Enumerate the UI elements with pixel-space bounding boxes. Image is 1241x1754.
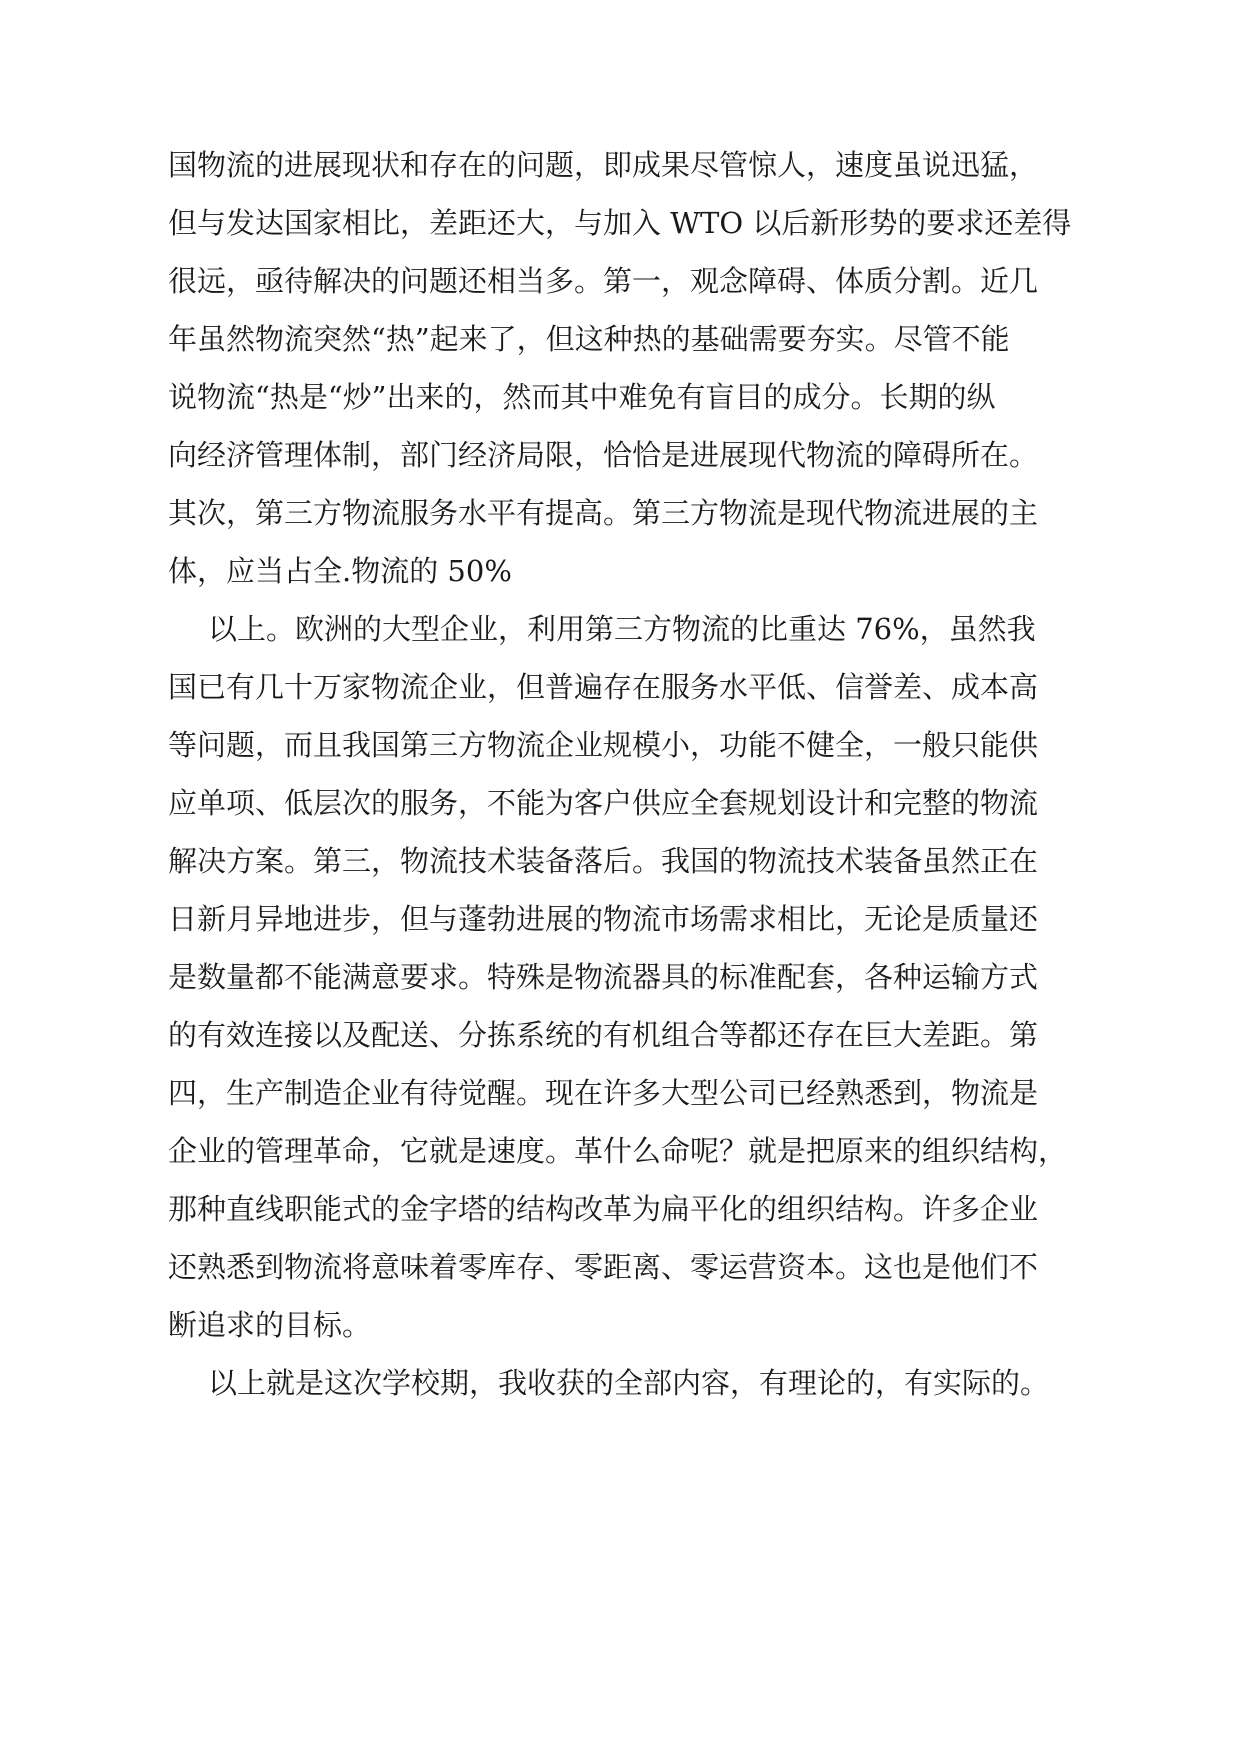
text: 以上。欧洲的大型企业，利用第三方物流的比重达 76%，虽然我 [208,612,1036,646]
text: 还熟悉到物流将意味着零库存、零距离、零运营资本。这也是他们不 [168,1250,1039,1284]
text: 国已有几十万家物流企业，但普遍存在服务水平低、信誉差、成本高 [168,670,1039,704]
text: 应单项、低层次的服务，不能为客户供应全套规划设计和完整的物流 [168,786,1039,820]
text: 断追求的目标。 [168,1308,372,1342]
text: 以上就是这次学校期，我收获的全部内容，有理论的，有实际的。 [208,1366,1050,1400]
text: 其次，第三方物流服务水平有提高。第三方物流是现代物流进展的主 [168,496,1039,530]
text: 的有效连接以及配送、分拣系统的有机组合等都还存在巨大差距。第 [168,1018,1039,1052]
text: 国物流的进展现状和存在的问题，即成果尽管惊人，速度虽说迅猛， [168,148,1039,182]
text: 企业的管理革命，它就是速度。革什么命呢？就是把原来的组织结构， [168,1134,1068,1168]
text: 日新月异地进步，但与蓬勃进展的物流市场需求相比，无论是质量还 [168,902,1039,936]
text: 那种直线职能式的金字塔的结构改革为扁平化的组织结构。许多企业 [168,1192,1039,1226]
text: 等问题，而且我国第三方物流企业规模小，功能不健全，一般只能供 [168,728,1039,762]
text: 是数量都不能满意要求。特殊是物流器具的标准配套，各种运输方式 [168,960,1039,994]
text: 很远，亟待解决的问题还相当多。第一，观念障碍、体质分割。近几 [168,264,1039,298]
text: 体，应当占全.物流的 50% [168,554,512,588]
text: 说物流“热是“炒”出来的，然而其中难免有盲目的成分。长期的纵 [168,380,996,414]
text: 四，生产制造企业有待觉醒。现在许多大型公司已经熟悉到，物流是 [168,1076,1039,1110]
text: 但与发达国家相比，差距还大，与加入 WTO 以后新形势的要求还差得 [168,206,1072,240]
paragraph-3-line-1 [0,1348,1241,1418]
text: 年虽然物流突然“热”起来了，但这种热的基础需要夯实。尽管不能 [168,322,1010,356]
text: 向经济管理体制，部门经济局限，恰恰是进展现代物流的障碍所在。 [168,438,1039,472]
text: 解决方案。第三，物流技术装备落后。我国的物流技术装备虽然正在 [168,844,1039,878]
